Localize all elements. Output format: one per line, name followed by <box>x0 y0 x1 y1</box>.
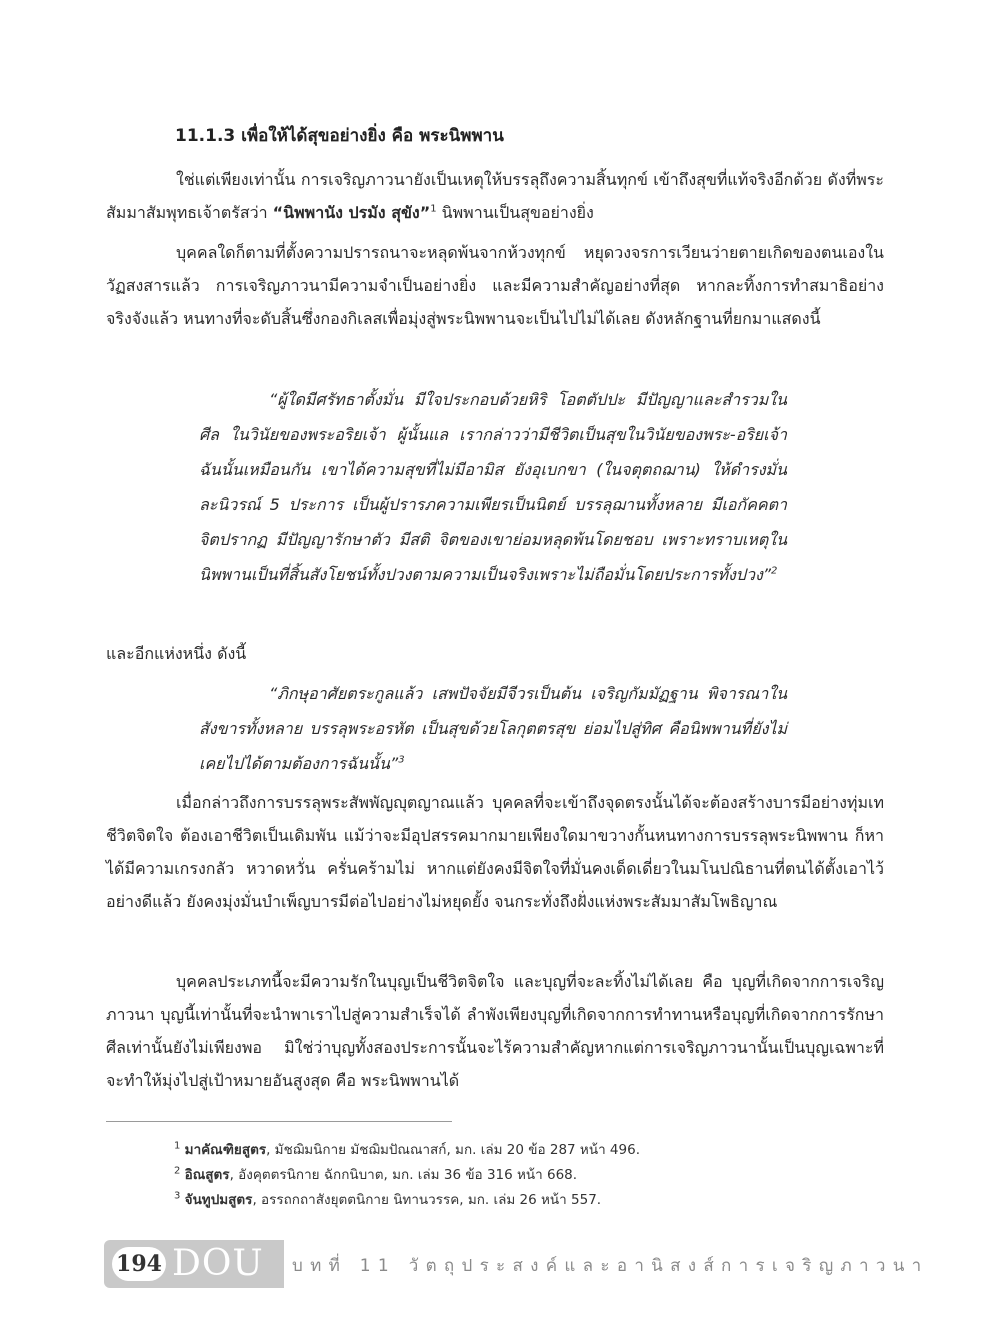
footnote-ref-3: 3 <box>398 754 405 766</box>
chapter-title: บทที่ 11 วัตถุประสงค์และอานิสงส์การเจริญภาวนา <box>292 1256 929 1276</box>
footnote-ref-2: 2 <box>771 565 778 577</box>
footnote-2-title: อิณสูตร <box>184 1167 230 1183</box>
footnote-2-rest: , อังคุตตรนิกาย ฉักกนิบาต, มก. เล่ม 36 ข้อ 316 หน้า 668. <box>229 1167 578 1183</box>
page-number: 194 <box>112 1247 166 1281</box>
section-heading: 11.1.3 เพื่อให้ได้สุขอย่างยิ่ง คือ พระนิพพาน <box>175 126 504 146</box>
paragraph-3: เมื่อกล่าวถึงการบรรลุพระสัพพัญญุตญาณแล้ว บุคคลที่จะเข้าถึงจุดตรงนั้นได้จะต้องสร้างบารมีอย่างทุ่มเทชีวิตจิตใจ ต้องเอาชีวิตเป็นเดิมพัน แม้ว่าจะมีอุปสรรคมากมายเพียงใดมาขวางกั้นหนทางการบรรลุพระนิพพาน ก็หาได้มีความเกรงกลัว หวาดหวั่น ครั่นคร้ามไม่ หากแต่ยังคงมีจิตใจที่มั่นคงเด็ดเดี่ยวในมโนปณิธานที่ตนได้ตั้งเอาไว้อย่างดีแล้ว ยังคงมุ่งมั่นบำเพ็ญบารมีต่อไปอย่างไม่หยุดยั้ง จนกระทั่งถึงฝั่งแห่งพระสัมมาสัมโพธิญาณ <box>106 793 884 911</box>
footnote-1 <box>174 1140 640 1160</box>
footnote-2 <box>174 1165 577 1185</box>
footnote-3-rest: , อรรถกถาสังยุตตนิกาย นิทานวรรค, มก. เล่ม 26 หน้า 557. <box>252 1192 602 1208</box>
connector-text: และอีกแห่งหนึ่ง ดังนี้ <box>106 644 247 663</box>
footnote-3-title: จันทูปมสูตร <box>184 1192 253 1208</box>
block-quote-1 <box>199 382 787 592</box>
paragraph-1-post: นิพพานเป็นสุขอย่างยิ่ง <box>436 203 594 222</box>
block-quote-1-text: “ผู้ใดมีศรัทธาตั้งมั่น มีใจประกอบด้วยหิริ โอตตัปปะ มีปัญญาและสำรวมในศีล ในวินัยของพระอริยเจ้า ผู้นั้นแล เรากล่าวว่ามีชีวิตเป็นสุขในวินัยของพระ-อริยเจ้า ฉันนั้นเหมือนกัน เขาได้ความสุขที่ไม่มีอามิส ยังอุเบกขา (ในจตุตถฌาน) ให้ดำรงมั่น ละนิวรณ์ 5 ประการ เป็นผู้ปรารภความเพียรเป็นนิตย์ บรรลุฌานทั้งหลาย มีเอกัคคตาจิตปรากฏ มีปัญญารักษาตัว มีสติ จิตของเขาย่อมหลุดพ้นโดยชอบ เพราะทราบเหตุในนิพพานเป็นที่สิ้นสังโยชน์ทั้งปวงตามความเป็นจริงเพราะไม่ถือมั่นโดยประการทั้งปวง” <box>199 390 787 584</box>
footnote-1-number: 1 <box>174 1140 181 1152</box>
footnote-1-rest: , มัชฌิมนิกาย มัชฌิมปัณณาสก์, มก. เล่ม 20 ข้อ 287 หน้า 496. <box>266 1142 640 1158</box>
paragraph-1 <box>106 163 884 229</box>
footnote-ref-1: 1 <box>430 203 437 215</box>
footnote-1-title: มาคัณฑิยสูตร <box>184 1142 267 1158</box>
block-quote-2-text: “ภิกษุอาศัยตระกูลแล้ว เสพปัจจัยมีจีวรเป็นต้น เจริญกัมมัฏฐาน พิจารณาในสังขารทั้งหลาย บรรลุพระอรหัต เป็นสุขด้วยโลกุตตรสุข ย่อมไปสู่ทิศ คือนิพพานที่ยังไม่เคยไปได้ตามต้องการฉันนั้น” <box>199 684 787 773</box>
footnote-divider <box>106 1121 452 1122</box>
footnote-3-number: 3 <box>174 1190 181 1202</box>
footnote-3 <box>174 1190 601 1210</box>
footnote-2-number: 2 <box>174 1165 181 1177</box>
pali-quote: “นิพพานัง ปรมัง สุขัง” <box>272 203 431 222</box>
dou-logo: DOU <box>172 1243 264 1284</box>
paragraph-1-pre: ใช่แต่เพียงเท่านั้น การเจริญภาวนายังเป็นเหตุให้บรรลุถึงความสิ้นทุกข์ เข้าถึงสุขที่แท้จริงอีกด้วย ดังที่พระสัมมาสัมพุทธเจ้าตรัสว่า <box>106 170 884 222</box>
paragraph-2: บุคคลใดก็ตามที่ตั้งความปรารถนาจะหลุดพ้นจากห้วงทุกข์ หยุดวงจรการเวียนว่ายตายเกิดของตนเองในวัฏสงสารแล้ว การเจริญภาวนามีความจำเป็นอย่างยิ่ง และมีความสำคัญอย่างที่สุด หากละทิ้งการทำสมาธิอย่างจริงจังแล้ว หนทางที่จะดับสิ้นซึ่งกองกิเลสเพื่อมุ่งสู่พระนิพพานจะเป็นไปไม่ได้เลย ดังหลักฐานที่ยกมาแสดงนี้ <box>106 243 884 328</box>
block-quote-2 <box>199 676 787 781</box>
paragraph-4: บุคคลประเภทนี้จะมีความรักในบุญเป็นชีวิตจิตใจ และบุญที่จะละทิ้งไม่ได้เลย คือ บุญที่เกิดจากการเจริญภาวนา บุญนี้เท่านั้นที่จะนำพาเราไปสู่ความสำเร็จได้ ลำพังเพียงบุญที่เกิดจากการทำทานหรือบุญที่เกิดจากการรักษาศีลเท่านั้นยังไม่เพียงพอ มิใช่ว่าบุญทั้งสองประการนั้นจะไร้ความสำคัญหากแต่การเจริญภาวนานั้นเป็นบุญเฉพาะที่จะทำให้มุ่งไปสู่เป้าหมายอันสูงสุด คือ พระนิพพานได้ <box>106 972 884 1090</box>
